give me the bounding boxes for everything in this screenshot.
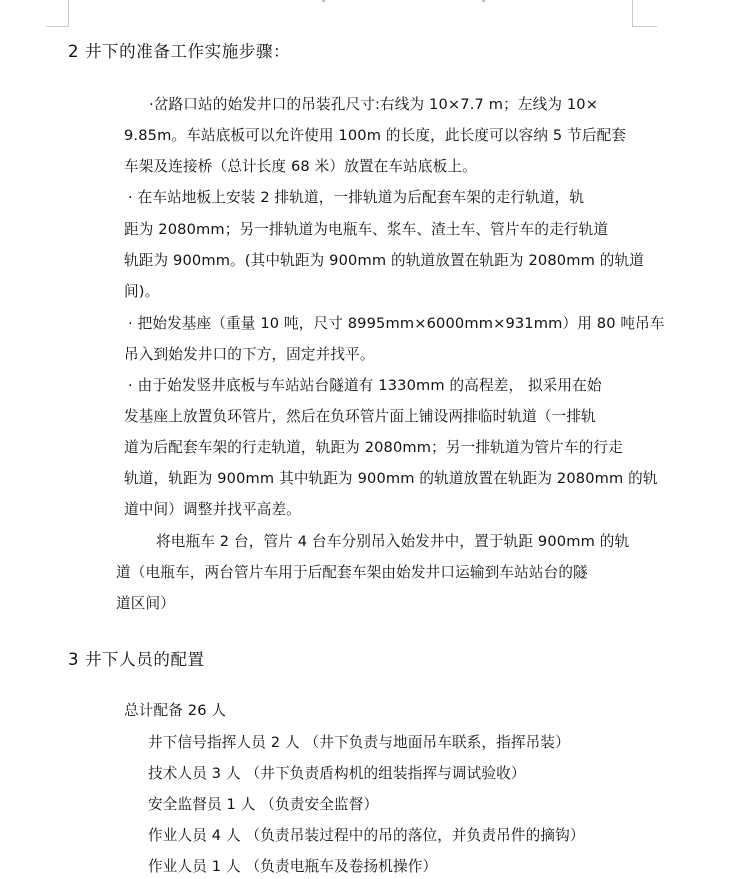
paragraph-line: 车架及连接桥（总计长度 68 米）放置在车站底板上。 — [124, 158, 477, 175]
staff-total: 总计配备 26 人 — [124, 702, 227, 719]
staff-item: 井下信号指挥人员 2 人 （井下负责与地面吊车联系，指挥吊装） — [148, 734, 570, 751]
page-corner-mark — [46, 0, 69, 27]
paragraph-line: 道区间） — [116, 595, 175, 612]
paragraph-line: · 在车站地板上安装 2 排轨道，一排轨道为后配套车架的走行轨道，轨 — [128, 189, 585, 206]
paragraph-line: 9.85m。车站底板可以允许使用 100m 的长度，此长度可以容纳 5 节后配套 — [124, 127, 627, 144]
staff-item: 作业人员 1 人 （负责电瓶车及卷扬机操作） — [148, 858, 438, 875]
paragraph-line: 轨距为 900mm。(其中轨距为 900mm 的轨道放置在轨距为 2080mm 的轨道 — [124, 252, 644, 269]
section-heading: 2 井下的准备工作实施步骤： — [68, 42, 291, 61]
paragraph-line: 道中间）调整并找平高差。 — [124, 501, 301, 518]
paragraph-line: 距为 2080mm；另一排轨道为电瓶车、浆车、渣土车、管片车的走行轨道 — [124, 221, 609, 238]
ruler-tick — [482, 0, 485, 2]
paragraph-line: 间)。 — [124, 283, 160, 300]
paragraph-line: ·岔路口站的始发井口的吊装孔尺寸:右线为 10×7.7 m；左线为 10× — [149, 96, 599, 113]
paragraph-line: 道（电瓶车，两台管片车用于后配套车架由始发井口运输到车站站台的隧 — [116, 564, 588, 581]
paragraph-line: 将电瓶车 2 台，管片 4 台车分别吊入始发井中，置于轨距 900mm 的轨 — [156, 533, 630, 550]
staff-item: 作业人员 4 人 （负责吊装过程中的吊的落位，并负责吊件的摘钩） — [148, 827, 585, 844]
paragraph-line: · 把始发基座（重量 10 吨，尺寸 8995mm×6000mm×931mm）用 80 吨吊车 — [128, 315, 665, 332]
ruler-tick — [322, 0, 325, 2]
paragraph-line: · 由于始发竖井底板与车站站台隧道有 1330mm 的高程差， 拟采用在始 — [128, 377, 602, 394]
staff-item: 安全监督员 1 人 （负责安全监督） — [148, 796, 379, 813]
paragraph-line: 道为后配套车架的行走轨道，轨距为 2080mm；另一排轨道为管片车的行走 — [124, 439, 623, 456]
paragraph-line: 吊入到始发井口的下方，固定并找平。 — [124, 346, 375, 363]
paragraph-line: 轨道，轨距为 900mm 其中轨距为 900mm 的轨道放置在轨距为 2080mm 的轨 — [124, 470, 658, 487]
paragraph-line: 发基座上放置负环管片，然后在负环管片面上铺设两排临时轨道（一排轨 — [124, 408, 596, 425]
page-corner-mark — [632, 0, 657, 27]
staff-item: 技术人员 3 人 （井下负责盾构机的组装指挥与调试验收） — [148, 765, 526, 782]
section-heading: 3 井下人员的配置 — [68, 650, 205, 669]
